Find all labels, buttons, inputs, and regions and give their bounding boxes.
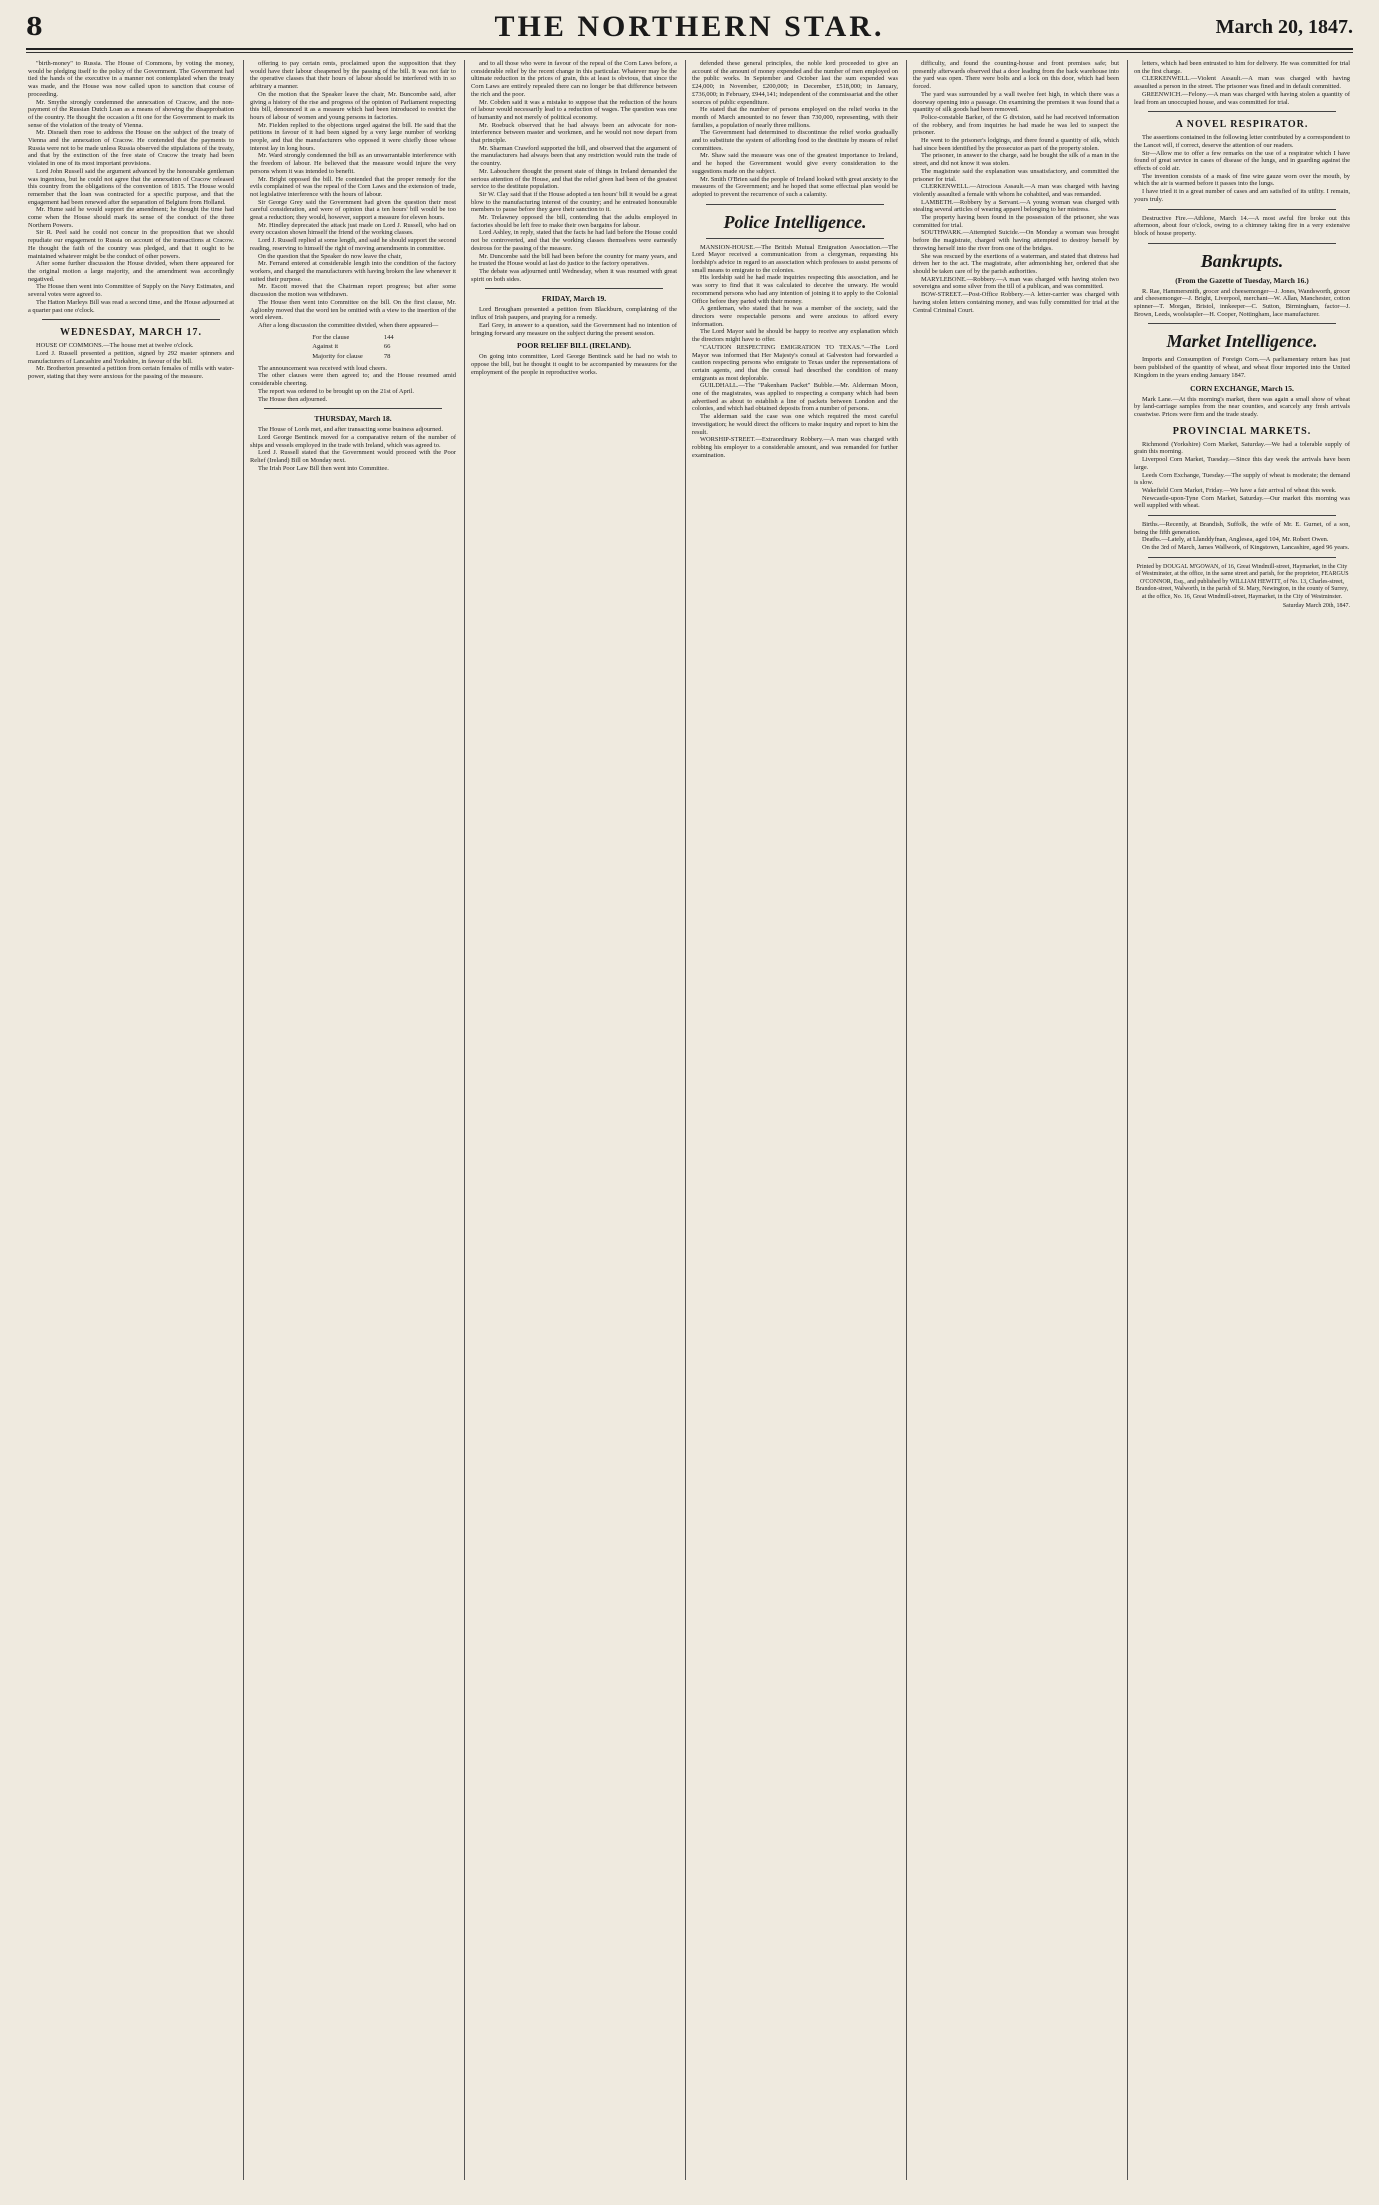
column-3-dateline: FRIDAY, March 19. xyxy=(541,294,607,304)
paragraph: MARYLEBONE.—Robbery.—A man was charged with having stolen two sovereigns and some silver from the till of a publican, and was committed. xyxy=(913,275,1119,291)
paragraph: The yard was surrounded by a wall twelve feet high, in which there was a doorway opening into a passage. On examining the premises it was found that a quantity of silk goods had been removed. xyxy=(913,90,1119,114)
paragraph: Mr. Roebuck observed that he had always been an advocate for non-interference between master and workmen, and he would not now depart from that principle. xyxy=(471,121,677,145)
paragraph: The House of Lords met, and after transacting some business adjourned. xyxy=(258,426,443,434)
column-6-body-6 xyxy=(1134,396,1350,419)
paragraph: Sir George Grey said the Government had given the question their most careful consideration, and were of opinion that a ten hours' bill would be too great a reduction; they would, however, support a measure for eleven hours. xyxy=(250,198,456,222)
paragraph: The debate was adjourned until Wednesday, when it was resumed with great spirit on both sides. xyxy=(471,267,677,283)
paragraph: Mr. Ferrand entered at considerable length into the condition of the factory workers, and charged the manufacturers with having broken the law whenever it suited their purpose. xyxy=(250,260,456,283)
paragraph: Richmond (Yorkshire) Corn Market, Saturday.—We had a tolerable supply of grain this morning. xyxy=(1134,440,1350,456)
column-1-body-2 xyxy=(28,350,234,381)
paragraph: WORSHIP-STREET.—Extraordinary Robbery.—A man was charged with robbing his employer to a considerable amount, and was remanded for further examination. xyxy=(692,436,898,459)
paragraph: Sir W. Clay said that if the House adopted a ten hours' bill it would be a great blow to the manufacturing interest of the country; and he entreated honourable members to pause before they gave their sanction to it. xyxy=(471,190,677,214)
column-6-body-7 xyxy=(1134,441,1350,510)
paragraph: CLERKENWELL.—Atrocious Assault.—A man was charged with having violently assaulted a female with whom he cohabited, and was remanded. xyxy=(913,183,1119,198)
paragraph: letters, which had been entrusted to him for delivery. He was committed for trial on the first charge. xyxy=(1134,60,1350,75)
paragraph: The House then went into Committee on the bill. On the first clause, Mr. Aglionby moved that the word ten be omitted with a view to the insertion of the word eleven. xyxy=(250,298,456,322)
column-5-body xyxy=(913,60,1119,314)
market-intelligence-heading: Market Intelligence. xyxy=(1166,331,1318,352)
paragraph: Newcastle-upon-Tyne Corn Market, Saturday.—Our market this morning was well supplied with wheat. xyxy=(1134,494,1350,510)
column-2-body-2 xyxy=(250,365,456,404)
paragraph: Mr. Hindley deprecated the attack just made on Lord J. Russell, who had on every occasion shown himself the friend of the working classes. xyxy=(250,221,456,237)
paragraph: The report was ordered to be brought up on the 21st of April. xyxy=(258,387,415,395)
issue-date: March 20, 1847. xyxy=(1215,16,1353,38)
paragraph: Mr. Fielden replied to the objections urged against the bill. He said that the petitions in favour of it had been signed by a very large number of working people, and that the manufacturers who opposed it were chiefly those whose interest lay in long hours. xyxy=(250,121,456,152)
paragraph: Lord J. Russell presented a petition, signed by 292 master spinners and manufacturers of Lancashire and Yorkshire, in favour of the bill. xyxy=(28,349,234,365)
paragraph: LAMBETH.—Robbery by a Servant.—A young woman was charged with stealing several articles of wearing apparel belonging to her mistress. xyxy=(913,198,1119,214)
paragraph: Mr. Brotherton presented a petition from certain females of mills with water-power, stating that they were anxious for the passing of the measure. xyxy=(28,365,234,381)
paragraph: Mr. Cobden said it was a mistake to suppose that the reduction of the hours of labour would necessarily lead to a reduction of wages. The question was one of humanity and not merely of political economy. xyxy=(471,98,677,121)
paragraph: Lord J. Russell stated that the Government would proceed with the Poor Relief (Ireland) Bill on Monday next. xyxy=(250,449,456,465)
police-intelligence-heading: Police Intelligence. xyxy=(723,211,867,232)
paragraph: "birth-money" to Russia. The House of Commons, by voting the money, would be pledging itself to the policy of the Government. The Government had tied the hands of the executive in a manner not contemplated when the treaty was made, and the House was now called upon to sanction that course of proceeding. xyxy=(28,60,234,98)
paragraph: Sir R. Peel said he could not concur in the proposition that we should repudiate our engagement to Russia on account of the transactions at Cracow. He thought the faith of the country was pledged, and that it ought to be maintained whatever might be the conduct of other powers. xyxy=(28,229,234,260)
column-1-subhead-date: WEDNESDAY, MARCH 17. xyxy=(59,327,203,339)
column-1-subhead-house: HOUSE OF COMMONS.—The house met at twelve o'clock. xyxy=(36,342,194,350)
paragraph: Mr. Labouchere thought the present state of things in Ireland demanded the serious attention of the House, and that the relief given had been of the greatest service to the destitute population. xyxy=(471,167,677,191)
paragraph: Sir—Allow me to offer a few remarks on the use of a respirator which I have found of great service in cases of disease of the lungs, and in guarding against the effects of cold air. xyxy=(1134,149,1350,173)
paragraph: Lord Brougham presented a petition from Blackburn, complaining of the influx of Irish paupers, and praying for a remedy. xyxy=(471,306,677,322)
division-noes-label: Against it xyxy=(312,343,339,351)
paragraph: The House then adjourned. xyxy=(258,395,328,403)
masthead-rule xyxy=(26,52,1353,53)
paragraph: I have tried it in a great number of cases and am satisfied of its utility. I remain, yours truly. xyxy=(1134,188,1350,203)
paragraph: Lord J. Russell replied at some length, and said he should support the second reading, reserving to himself the right of moving amendments in committee. xyxy=(250,237,456,252)
column-6 xyxy=(1134,60,1350,2180)
paragraph: The Lord Mayor said he should be happy to receive any explanation which the directors might have to offer. xyxy=(692,328,898,344)
column-3-body-2 xyxy=(471,306,677,337)
division-majority-label: Majority for clause xyxy=(312,353,363,361)
paragraph: He went to the prisoner's lodgings, and there found a quantity of silk, which had since been identified by the prosecutor as part of the property stolen. xyxy=(913,137,1119,152)
column-6-body-2 xyxy=(1134,134,1350,203)
paragraph: CLERKENWELL.—Violent Assault.—A man was charged with having assaulted a person in the street. The prisoner was fined and in default committed. xyxy=(1134,75,1350,91)
column-1-body xyxy=(28,60,234,314)
paragraph: Leeds Corn Exchange, Tuesday.—The supply of wheat is moderate; the demand is slow. xyxy=(1134,471,1350,487)
imprint-text: Printed by DOUGAL M'GOWAN, of 16, Great Windmill-street, Haymarket, in the City of Westminster, at the office, in the same street and parish, for the proprietor, FEARGUS O'CONNOR, Esq., and published by WILLIAM HEWITT, of No. 13, Charles-street, Brandon-street, Walworth, in the parish of St. Mary, Newington, in the county of Surrey, at the office, No. 16, Great Windmill-street, Haymarket, in the City of Westminster. xyxy=(1135,563,1349,600)
paragraph: The Irish Poor Law Bill then went into Committee. xyxy=(258,464,389,472)
paragraph: After a long discussion the committee divided, when there appeared— xyxy=(258,321,439,329)
paragraph: On the motion that the Speaker leave the chair, Mr. Buncombe said, after giving a history of the rise and progress of the opinion of Parliament respecting this bill, denounced it as a measure which had been introduced to restrict the hours of labour of women and young persons in factories. xyxy=(250,90,456,121)
column-5 xyxy=(913,60,1119,2180)
paragraph: The alderman said the case was one which required the most careful investigation; he would direct the officers to make inquiry and report to him the result. xyxy=(692,413,898,436)
printer-imprint xyxy=(1134,564,1350,611)
paragraph: MANSION-HOUSE.—The British Mutual Emigration Association.—The Lord Mayor received a communication from a clergyman, requesting his lordship's advice in regard to an association which professes to assist persons of small means to emigrate to the colonies. xyxy=(692,243,898,274)
bankrupts-source: (From the Gazette of Tuesday, March 16.) xyxy=(1175,275,1309,285)
paragraph: Mr. Duncombe said the bill had been before the country for many years, and he trusted the House would at last do justice to the factory operatives. xyxy=(471,252,677,268)
column-divider xyxy=(243,60,244,2180)
column-3-section: POOR RELIEF BILL (IRELAND). xyxy=(517,341,631,351)
column-6-body-3 xyxy=(1134,215,1350,238)
column-divider xyxy=(906,60,907,2180)
page-number: 8 xyxy=(26,12,43,41)
paragraph: Mr. Escott moved that the Chairman report progress; but after some discussion the motion was withdrawn. xyxy=(250,283,456,299)
paragraph: Mr. Sharman Crawford supported the bill, and observed that the argument of the manufacturers had always been that any restriction would ruin the trade of the country. xyxy=(471,144,677,168)
paragraph: BOW-STREET.—Post-Office Robbery.—A letter-carrier was charged with having stolen letters containing money, and was fully committed for trial at the Central Criminal Court. xyxy=(913,291,1119,314)
paragraph: After some further discussion the House divided, when there appeared for the original motion a large majority, and the amendment was accordingly negatived. xyxy=(28,260,234,283)
paragraph: The assertions contained in the following letter contributed by a correspondent to the Lancet will, if correct, deserve the attention of our readers. xyxy=(1134,134,1350,149)
paragraph: The Hatton Marleys Bill was read a second time, and the House adjourned at a quarter past one o'clock. xyxy=(28,298,234,314)
paragraph: Lord George Bentinck moved for a comparative return of the number of ships and vessels employed in the trade with Ireland, which was agreed to. xyxy=(250,433,456,449)
paragraph: The invention consists of a mask of fine wire gauze worn over the mouth, by which the air is warmed before it passes into the lungs. xyxy=(1134,172,1350,188)
paragraph: difficulty, and found the counting-house and front premises safe; but presently afterwards observed that a door leading from the back warehouse into the yard was open. There were bolts and a lock on this door, which had been forced. xyxy=(913,60,1119,91)
paragraph: offering to pay certain rents, proclaimed upon the supposition that they would have their labour cheapened by the passing of the bill. It was not fair to the operative classes that their hours of labour should be interfered with in so arbitrary a manner. xyxy=(250,60,456,91)
paragraph: The announcement was received with loud cheers. xyxy=(258,364,388,372)
paragraph: On the question that the Speaker do now leave the chair, xyxy=(258,252,403,260)
paragraph: Mr. Shaw said the measure was one of the greatest importance to Ireland, and he hoped the Government would give every consideration to the suggestions made on the subject. xyxy=(692,152,898,175)
paragraph: Liverpool Corn Market, Tuesday.—Since this day week the arrivals have been large. xyxy=(1134,456,1350,471)
column-2-body-3 xyxy=(250,426,456,472)
column-6-body xyxy=(1134,60,1350,106)
paragraph: Police-constable Barker, of the G division, said he had received information of the robbery, and from inquiries he had made he was led to suspect the prisoner. xyxy=(913,113,1119,137)
paragraph: Lord John Russell said the argument advanced by the honourable gentleman was ingenious, but he could not agree that the annexation of Cracow released this country from the obligations of the convention of 1815. The House would remember that the loan was contracted for a specific purpose, and that the engagement had been renewed after the separation of Belgium from Holland. xyxy=(28,167,234,206)
column-2-dateline: THURSDAY, March 18. xyxy=(314,414,392,424)
paragraph: SOUTHWARK.—Attempted Suicide.—On Monday a woman was brought before the magistrate, charged with having attempted to destroy herself by throwing herself into the river from one of the bridges. xyxy=(913,229,1119,252)
column-divider xyxy=(1127,60,1128,2180)
newspaper-title: THE NORTHERN STAR. xyxy=(494,10,885,43)
column-2-body xyxy=(250,60,456,330)
paragraph: Mark Lane.—At this morning's market, there was again a small show of wheat by land-carriage samples from the near counties, and scarcely any fresh arrivals coastwise. Prices were firm and the trade steady. xyxy=(1134,395,1350,418)
column-4-body xyxy=(692,60,898,199)
paragraph: and to all those who were in favour of the repeal of the Corn Laws before, a considerable relief by the recent change in this particular. Whatever may be the ultimate reduction in the prices of grain, this at least is obvious, that since the Corn Laws are entirely repealed there can no longer be that difference between the rich and the poor. xyxy=(471,60,677,98)
paragraph: The magistrate said the explanation was unsatisfactory, and committed the prisoner for trial. xyxy=(913,167,1119,183)
paragraph: Births.—Recently, at Brandish, Suffolk, the wife of Mr. E. Gurnet, of a son, being the fifth generation. xyxy=(1134,521,1350,536)
column-6-body-5 xyxy=(1134,356,1350,379)
paragraph: He stated that the number of persons employed on the relief works in the month of March amounted to no fewer than 730,000, representing, with their families, a population of nearly three millions. xyxy=(692,106,898,129)
paragraph: Earl Grey, in answer to a question, said the Government had no intention of bringing forward any measure on the subject during the present session. xyxy=(471,321,677,337)
paragraph: GREENWICH.—Felony.—A man was charged with having stolen a quantity of lead from an unoccupied house, and was committed for trial. xyxy=(1134,90,1350,106)
paragraph: Imports and Consumption of Foreign Corn.—A parliamentary return has just been published of the quantity of wheat, and wheat flour imported into the United Kingdom in the years ending January 1847. xyxy=(1134,356,1350,379)
column-divider xyxy=(685,60,686,2180)
paragraph: "CAUTION RESPECTING EMIGRATION TO TEXAS."—The Lord Mayor was informed that Her Majesty's consul at Galveston had forwarded a caution respecting persons who emigrate to Texas under the representations of certain agents, and that the consul had described the condition of many emigrants as most deplorable. xyxy=(692,343,898,382)
paragraph: On going into committee, Lord George Bentinck said he had no wish to oppose the bill, but he thought it ought to be accompanied by measures for the employment of the people in reproductive works. xyxy=(471,353,677,376)
paragraph: A gentleman, who stated that he was a member of the society, said the directors were respectable persons and were anxious to afford every information. xyxy=(692,305,898,328)
paragraph: Mr. Ward strongly condemned the bill as an unwarrantable interference with the freedom of labour. He believed that the measure would injure the very persons whom it was intended to benefit. xyxy=(250,152,456,175)
paragraph: She was rescued by the exertions of a waterman, and stated that distress had driven her to the act. The magistrate, after admonishing her, ordered that she should be taken care of by the parish authorities. xyxy=(913,252,1119,275)
paragraph: His lordship said he had made inquiries respecting this association, and he was sorry to find that it was calculated to deceive the unwary. He would recommend persons who had any intention of joining it to apply to the Colonial Office before they parted with their money. xyxy=(692,274,898,305)
paragraph: Lord Ashley, in reply, stated that the facts he had laid before the House could not be controverted, and that the working classes themselves were earnestly desirous for the passing of the measure. xyxy=(471,229,677,252)
paragraph: Mr. Smythe strongly condemned the annexation of Cracow, and the non-payment of the Russian Dutch Loan as a means of showing the disapprobation of the country. He thought the occasion a fit one for the Government to mark its sense of the violation of the treaty of Vienna. xyxy=(28,98,234,129)
paragraph: Mr. Disraeli then rose to address the House on the subject of the treaty of Vienna and the annexation of Cracow. He contended that the payments to Russia were not to be made unless Russia observed the stipulations of the treaty, and that by the extinction of the free state of Cracow the treaty had been violated in one of its most important provisions. xyxy=(28,129,234,168)
paragraph: Mr. Bright opposed the bill. He contended that the proper remedy for the evils complained of was the repeal of the Corn Laws and the extension of trade, not legislative interference with the hours of labour. xyxy=(250,175,456,198)
column-4-body-2 xyxy=(692,244,898,460)
imprint-date: Saturday March 20th, 1847. xyxy=(1282,603,1350,610)
paragraph: The Government had determined to discontinue the relief works gradually and to substitute the system of affording food to the destitute by means of relief committees. xyxy=(692,129,898,152)
paragraph: The prisoner, in answer to the charge, said he bought the silk of a man in the street, and did not know it was stolen. xyxy=(913,152,1119,168)
paragraph: The other clauses were then agreed to; and the House resumed amid considerable cheering. xyxy=(250,372,456,388)
paragraph: Wakefield Corn Market, Friday.—We have a fair arrival of wheat this week. xyxy=(1142,486,1337,494)
column-divider xyxy=(464,60,465,2180)
division-majority: 78 xyxy=(383,353,391,361)
provincial-markets-heading: PROVINCIAL MARKETS. xyxy=(1172,425,1312,437)
column-3-body-3 xyxy=(471,353,677,376)
masthead xyxy=(26,6,1353,50)
paragraph: Mr. Trelawney opposed the bill, contending that the adults employed in factories should be left free to make their own bargains for labour. xyxy=(471,214,677,229)
paragraph: Deaths.—Lately, at Llanddyfnan, Anglesea, aged 104, Mr. Robert Owen. xyxy=(1142,536,1329,544)
paragraph: The property having been found in the possession of the prisoner, she was committed for trial. xyxy=(913,214,1119,229)
corn-exchange-heading: CORN EXCHANGE, March 15. xyxy=(1190,383,1294,393)
paragraph: GUILDHALL.—The "Pakenham Packet" Bubble.—Mr. Alderman Moon, one of the magistrates, was applied to respecting a company which had been advertised as about to establish a line of packets between London and the colonies, and which had obtained deposits from a number of persons. xyxy=(692,382,898,413)
bankrupts-heading: Bankrupts. xyxy=(1200,250,1284,271)
division-ayes: 144 xyxy=(383,333,394,341)
division-noes: 66 xyxy=(383,343,391,351)
division-table xyxy=(311,333,394,362)
column-6-body-8 xyxy=(1134,521,1350,552)
paragraph: R. Rae, Hammersmith, grocer and cheesemonger—J. Jones, Wandsworth, grocer and cheesemonger—J. Bright, Liverpool, merchant—W. Allan, Manchester, cotton spinner—T. Morgan, Bristol, innkeeper—C. Sutton, Birmingham, factor—J. Brown, Leeds, woolstapler—H. Cooper, Nottingham, lace manufacturer. xyxy=(1134,287,1350,318)
paragraph: Mr. Smith O'Brien said the people of Ireland looked with great anxiety to the measures of the Government; and he hoped that some effectual plan would be adopted to prevent the recurrence of such a calamity. xyxy=(692,175,898,198)
novel-respirator-heading: A NOVEL RESPIRATOR. xyxy=(1175,119,1309,131)
column-2 xyxy=(250,60,456,2180)
division-ayes-label: For the clause xyxy=(312,333,350,341)
paragraph: On the 3rd of March, James Wallwork, of Kingstown, Lancashire, aged 96 years. xyxy=(1142,544,1350,552)
column-4 xyxy=(692,60,898,2180)
paragraph: defended these general principles, the noble lord proceeded to give an account of the amount of money expended and the number of men employed on the public works. In September and October last the sum expended was £24,000; in November, £200,000; in December, £518,000; in January, £736,000; in February, £944,141; independent of the commissariat and the other sources of public expenditure. xyxy=(692,60,898,106)
column-1 xyxy=(28,60,234,2180)
paragraph: Destructive Fire.—Athlone, March 14.—A most awful fire broke out this afternoon, about four o'clock, owing to a chimney taking fire in a very extensive block of house property. xyxy=(1134,214,1350,237)
column-3-body xyxy=(471,60,677,283)
column-6-body-4 xyxy=(1134,288,1350,319)
column-3 xyxy=(471,60,677,2180)
paragraph: The House then went into Committee of Supply on the Navy Estimates, and several votes were agreed to. xyxy=(28,283,234,299)
paragraph: Mr. Hume said he would support the amendment; he thought the time had come when the House should mark its sense of the conduct of the three Northern Powers. xyxy=(28,206,234,229)
